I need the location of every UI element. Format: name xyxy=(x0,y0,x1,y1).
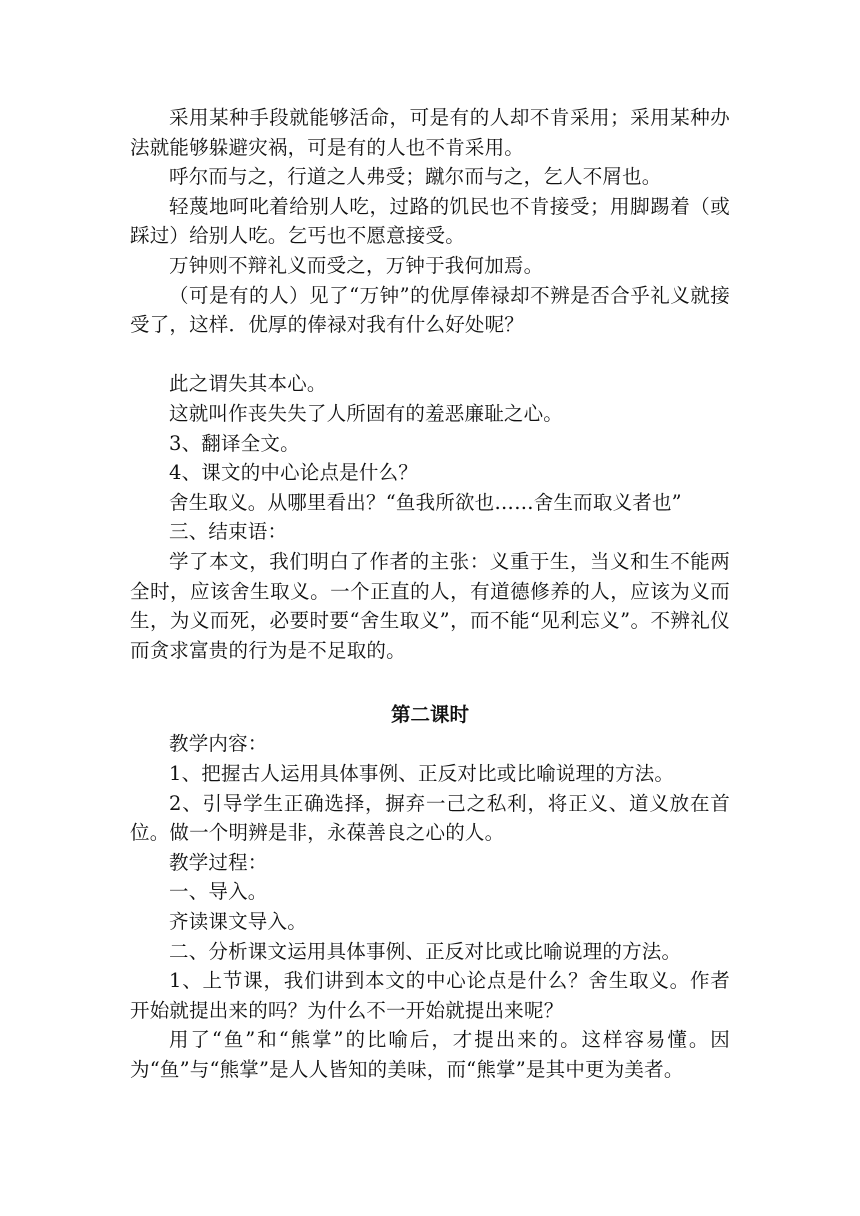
paragraph: 此之谓失其本心。 xyxy=(169,372,327,396)
paragraph: 舍生取义。从哪里看出？“鱼我所欲也……舍生而取义者也” xyxy=(169,490,682,514)
document-body xyxy=(130,103,730,1085)
paragraph: 采用某种手段就能够活命，可是有的人却不肯采用；采用某种办法就能够躲避灾祸，可是有的人也不肯采用。 xyxy=(130,106,730,159)
paragraph: 万钟则不辩礼义而受之，万钟于我何加焉。 xyxy=(169,253,544,277)
paragraph: 1、把握古人运用具体事例、正反对比或比喻说理的方法。 xyxy=(169,762,675,786)
paragraph: 3、翻译全文。 xyxy=(169,431,300,455)
paragraph: 这就叫作丧失失了人所固有的羞恶廉耻之心。 xyxy=(169,401,564,425)
paragraph: 呼尔而与之，行道之人弗受；蹴尔而与之，乞人不屑也。 xyxy=(169,165,662,189)
paragraph: 教学过程： xyxy=(169,850,268,874)
paragraph: 三、结束语： xyxy=(169,520,288,544)
blank-line xyxy=(130,665,730,695)
paragraph: 学了本文，我们明白了作者的主张：义重于生，当义和生不能两全时，应该舍生取义。一个正直的人，有道德修养的人，应该为义而生，为义而死，必要时要“舍生取义”，而不能“见利忘义”。不辨礼仪而贪求富贵的行为是不足取的。 xyxy=(130,549,730,662)
paragraph: 轻蔑地呵叱着给别人吃，过路的饥民也不肯接受；用脚踢着（或踩过）给别人吃。乞丐也不愿意接受。 xyxy=(130,194,730,248)
paragraph: 用了“鱼”和“熊掌”的比喻后，才提出来的。这样容易懂。因为“鱼”与“熊掌”是人人皆知的美味，而“熊掌”是其中更为美者。 xyxy=(130,1028,730,1081)
paragraph: 2、引导学生正确选择，摒弃一己之私利，将正义、道义放在首位。做一个明辨是非，永葆善良之心的人。 xyxy=(130,791,730,845)
section-title: 第二课时 xyxy=(390,702,469,726)
paragraph: 4、课文的中心论点是什么？ xyxy=(169,461,419,485)
paragraph: 二、分析课文运用具体事例、正反对比或比喻说理的方法。 xyxy=(169,939,682,963)
paragraph: 齐读课文导入。 xyxy=(169,910,307,934)
blank-line xyxy=(130,340,730,370)
paragraph: 教学内容： xyxy=(169,732,268,756)
paragraph: （可是有的人）见了“万钟”的优厚俸禄却不辨是否合乎礼义就接受了，这样．优厚的俸禄对我有什么好处呢？ xyxy=(130,283,730,337)
paragraph: 一、导入。 xyxy=(169,880,268,904)
paragraph: 1、上节课，我们讲到本文的中心论点是什么？舍生取义。作者开始就提出来的吗？为什么不一开始就提出来呢？ xyxy=(130,969,730,1022)
